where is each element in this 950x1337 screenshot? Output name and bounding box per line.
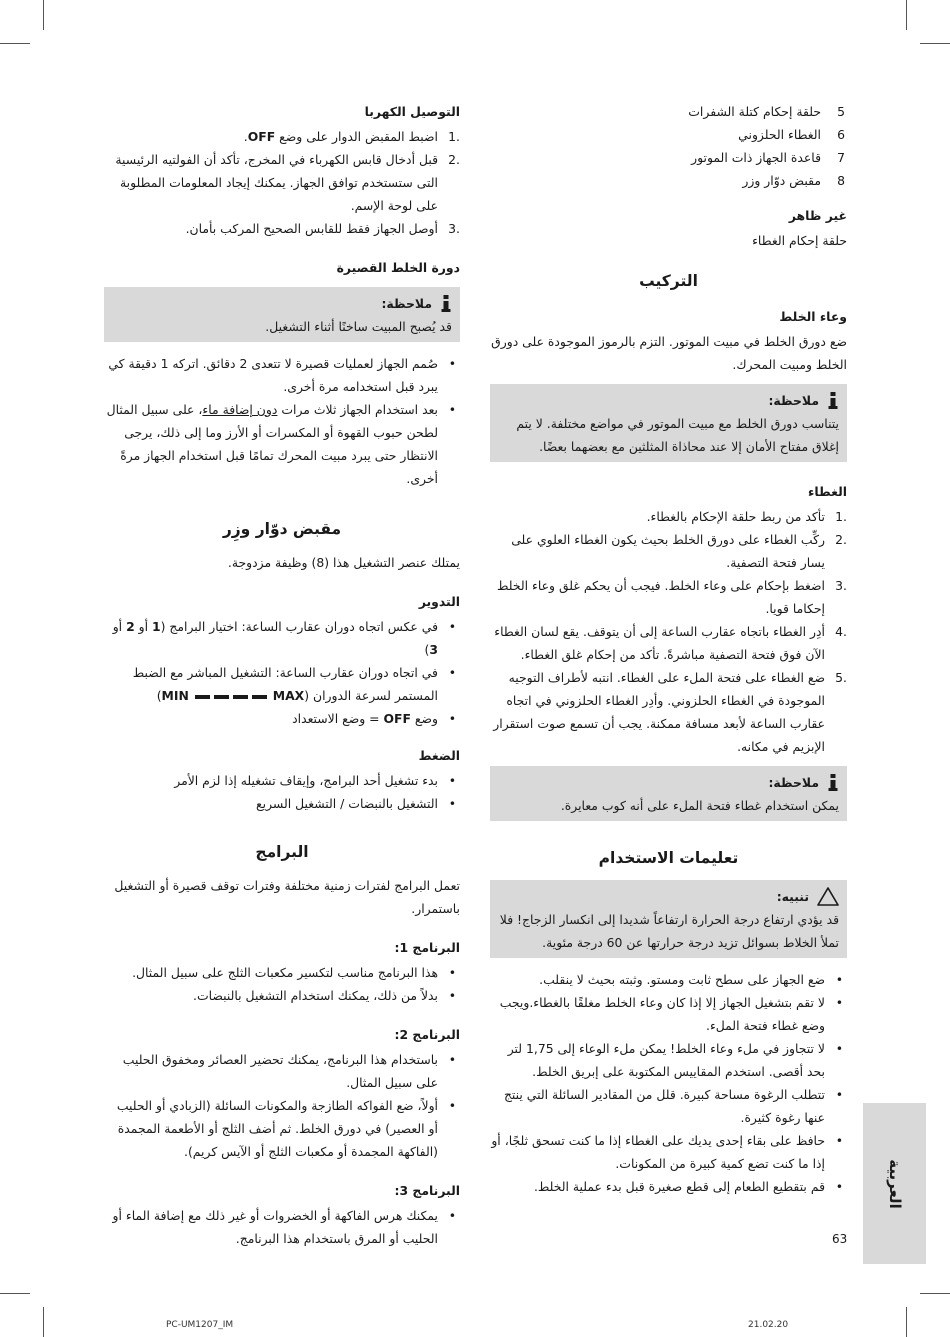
knob-intro: يمتلك عنصر التشغيل هذا (8) وظيفة مزدوجة. bbox=[227, 555, 460, 570]
parts-list-item: 6 الغطاء الحلزوني bbox=[738, 127, 845, 142]
program2-heading: البرنامج 2: bbox=[394, 1027, 460, 1042]
programs-title: البرامج bbox=[255, 843, 309, 861]
speed-scale: MIN MAX bbox=[161, 688, 305, 703]
not-shown-item: حلقة إحكام الغطاء bbox=[752, 233, 847, 248]
program3-heading: البرنامج 3: bbox=[394, 1183, 460, 1198]
page-number: 63 bbox=[832, 1232, 848, 1246]
note-box bbox=[104, 287, 460, 342]
list-item: • يمكنك هرس الفاكهة أو الخضروات أو غير ذلك مع إضافة الماء أو الحليب أو المرق باستخدام هذا البرنامج. bbox=[104, 1204, 460, 1250]
footer-document-code: PC-UM1207_IM bbox=[166, 1320, 234, 1330]
info-icon bbox=[440, 295, 452, 312]
crop-mark bbox=[906, 1307, 907, 1337]
list-item: • بدلاً من ذلك، يمكنك استخدام التشغيل بالنبضات. bbox=[104, 984, 460, 1007]
note-label: ملاحظة: bbox=[498, 771, 839, 794]
crop-mark bbox=[0, 43, 30, 44]
note-label: ملاحظة: bbox=[498, 389, 839, 412]
short-cycle-heading: دورة الخلط القصيرة bbox=[336, 260, 460, 275]
crop-mark bbox=[920, 43, 950, 44]
left-column bbox=[104, 100, 460, 1250]
list-item: • بعد استخدام الجهاز ثلاث مرات دون إضافة ماء، على سبيل المثال لطحن حبوب القهوة أو المكسرات أو الأرز وما إلى ذلك، يرجى الانتظار حتى يبرد مبيت المحرك تمامًا قبل استخدام الجهاز مرةً أخرى. bbox=[104, 398, 460, 490]
bowl-text: ضع دورق الخلط في مبيت الموتور. التزم بالرموز الموجودة على دورق الخلط ومبيت المحرك. bbox=[491, 334, 847, 372]
list-item: • لا تقم بتشغيل الجهاز إلا إذا كان وعاء الخلط مغلقًا بالغطاء.ويجب وضع غطاء فتحة الملء. bbox=[490, 991, 847, 1037]
note-text: قد يُصبح المبيت ساخنًا أثناء التشغيل. bbox=[265, 319, 452, 334]
list-item: 4. أدِر الغطاء باتجاه عقارب الساعة إلى أن يتوقف. يقع لسان الغطاء الآن فوق فتحة التصفية مباشرةً. تأكد من إحكام غلق الغطاء. bbox=[494, 624, 847, 662]
list-item: 5. ضع الغطاء على فتحة الملء على الغطاء. انتبه لأطراف التوجيه الموجودة في الغطاء الحلزوني. وأدِر الغطاء الحلزوني في اتجاه عقارب الساعة لأبعد مسافة ممكنة. يجب أن تسمع صوت استقرار الإبزيم في مكانه. bbox=[493, 670, 847, 754]
crop-mark bbox=[0, 1293, 30, 1294]
language-label: العربية bbox=[885, 1158, 904, 1209]
language-side-tab bbox=[863, 1103, 926, 1264]
list-item: • أولاً، ضع الفواكه الطازجة والمكونات السائلة (الزبادي أو الحليب أو العصير) في دورق الخلط. ثم أضف الثلج أو الأطعمة المجمدة (الفاكهة المجمدة أو مكعبات الثلج أو الآيس كريم). bbox=[104, 1094, 460, 1163]
note-box bbox=[490, 766, 847, 821]
list-item: 1. اضبط المقبض الدوار على وضع OFF. bbox=[243, 129, 460, 144]
not-shown-heading: غير ظاهر bbox=[788, 208, 847, 223]
list-item: • ضع الجهاز على سطح ثابت ومستو. وثبته بحيث لا ينقلب. bbox=[490, 968, 847, 991]
knob-title: مقبض دوّار وزِر bbox=[222, 520, 342, 538]
list-item: • تتطلب الرغوة مساحة كبيرة. قلل من المقادير السائلة التي ينتج عنها رغوة كثيرة. bbox=[490, 1083, 847, 1129]
note-box bbox=[490, 384, 847, 462]
programs-intro: تعمل البرامج لفترات زمنية مختلفة وفترات توقف قصيرة أو التشغيل باستمرار. bbox=[114, 878, 460, 916]
list-item: • قم بتقطيع الطعام إلى قطع صغيرة قبل بدء عملية الخلط. bbox=[490, 1175, 847, 1198]
usage-bullets bbox=[490, 968, 847, 1198]
list-item: 2. ركِّب الغطاء على دورق الخلط بحيث يكون الغطاء العلوي على يسار فتحة التصفية. bbox=[511, 532, 847, 570]
list-item: 3. اضغط بإحكام على وعاء الخلط. فيجب أن يحكم غلق وعاء الخلط إحكاما قويا. bbox=[497, 578, 847, 616]
crop-mark bbox=[43, 0, 44, 30]
parts-list-item: 5 حلقة إحكام كتلة الشفرات bbox=[688, 104, 845, 119]
crop-mark bbox=[920, 1293, 950, 1294]
list-item: • لا تتجاوز في ملء وعاء الخلط! يمكن ملء الوعاء إلى 1,75 لتر بحد أقصى. استخدم المقاييس المكتوبة على إبريق الخلط. bbox=[490, 1037, 847, 1083]
parts-list-item: 8 مقبض دوّار وزر bbox=[742, 173, 845, 188]
lid-heading: الغطاء bbox=[808, 484, 847, 499]
list-item: 2. قبل أدخال قابس الكهرباء في المخرج، تأكد أن الفولتيه الرئيسية التى ستستخدم توافق الجهاز. يمكنك إيجاد المعلومات المطلوبة على لوحة الإسم. bbox=[115, 152, 460, 213]
list-item: • صُمم الجهاز لعمليات قصيرة لا تتعدى 2 دقائق. اتركه 1 دقيقة كي يبرد قبل استخدامه مرة أخرى. bbox=[104, 352, 460, 398]
list-item: • في عكس اتجاه دوران عقارب الساعة: اختيار البرامج (1 أو 2 أو 3) bbox=[104, 615, 460, 661]
press-heading: الضغط bbox=[418, 748, 460, 763]
list-item: • هذا البرنامج مناسب لتكسير مكعبات الثلج على سبيل المثال. bbox=[104, 961, 460, 984]
usage-title: تعليمات الاستخدام bbox=[598, 849, 739, 867]
list-item: • في اتجاه دوران عقارب الساعة: التشغيل المباشر مع الضبط المستمر لسرعة الدوران (MIN MAX) bbox=[104, 661, 460, 707]
list-item: • بدء تشغيل أحد البرامج، وإيقاف تشغيله إذا لزم الأمر bbox=[104, 769, 460, 792]
list-item: • وضع OFF = وضع الاستعداد bbox=[104, 707, 460, 730]
rotate-heading: التدوير bbox=[418, 594, 460, 609]
note-text: يتناسب دورق الخلط مع مبيت الموتور في مواضع مختلفة. لا يتم إغلاق مفتاح الأمان إلا عند محاذاة المثلثين مع بعضهما بعضًا. bbox=[516, 416, 839, 454]
caution-box bbox=[490, 880, 847, 958]
caution-text: قد يؤدي ارتفاع درجة الحرارة ارتفاعاً شديدا إلى انكسار الزجاج! فلا تملأ الخلاط بسوائل تزيد درجة حرارتها عن 60 درجة مئوية. bbox=[499, 912, 839, 950]
lid-steps bbox=[490, 505, 847, 758]
note-text: يمكن استخدام غطاء فتحة الملء على أنه كوب معايرة. bbox=[560, 798, 839, 813]
crop-mark bbox=[906, 0, 907, 30]
bowl-heading: وعاء الخلط bbox=[779, 309, 847, 324]
program1-heading: البرنامج 1: bbox=[394, 940, 460, 955]
list-item: • باستخدام هذا البرنامج، يمكنك تحضير العصائر ومخفوق الحليب على سبيل المثال. bbox=[104, 1048, 460, 1094]
note-label: ملاحظة: bbox=[112, 292, 452, 315]
list-item: • حافظ على بقاء إحدى يديك على الغطاء إذا ما كنت تسحق ثلجًا، أو إذا ما كنت تضع كمية كبيرة من المكونات. bbox=[490, 1129, 847, 1175]
info-icon bbox=[827, 392, 839, 409]
crop-mark bbox=[43, 1307, 44, 1337]
list-item: • التشغيل بالنبضات / التشغيل السريع bbox=[104, 792, 460, 815]
caution-label: تنبيه: bbox=[498, 885, 839, 908]
list-item: 1. تأكد من ربط حلقة الإحكام بالغطاء. bbox=[646, 509, 847, 524]
speed-bars-icon bbox=[193, 693, 269, 701]
parts-list bbox=[490, 100, 847, 192]
footer-date: 21.02.20 bbox=[748, 1320, 789, 1330]
warning-triangle-icon bbox=[817, 887, 839, 906]
list-item: 3. أوصل الجهاز فقط للقابس الصحيح المركب بأمان. bbox=[185, 221, 460, 236]
info-icon bbox=[827, 774, 839, 791]
electrical-heading: التوصيل الكهربا bbox=[364, 104, 460, 119]
assembly-title: التركيب bbox=[639, 272, 698, 290]
parts-list-item: 7 قاعدة الجهاز ذات الموتور bbox=[691, 150, 845, 165]
right-column bbox=[490, 100, 847, 1198]
